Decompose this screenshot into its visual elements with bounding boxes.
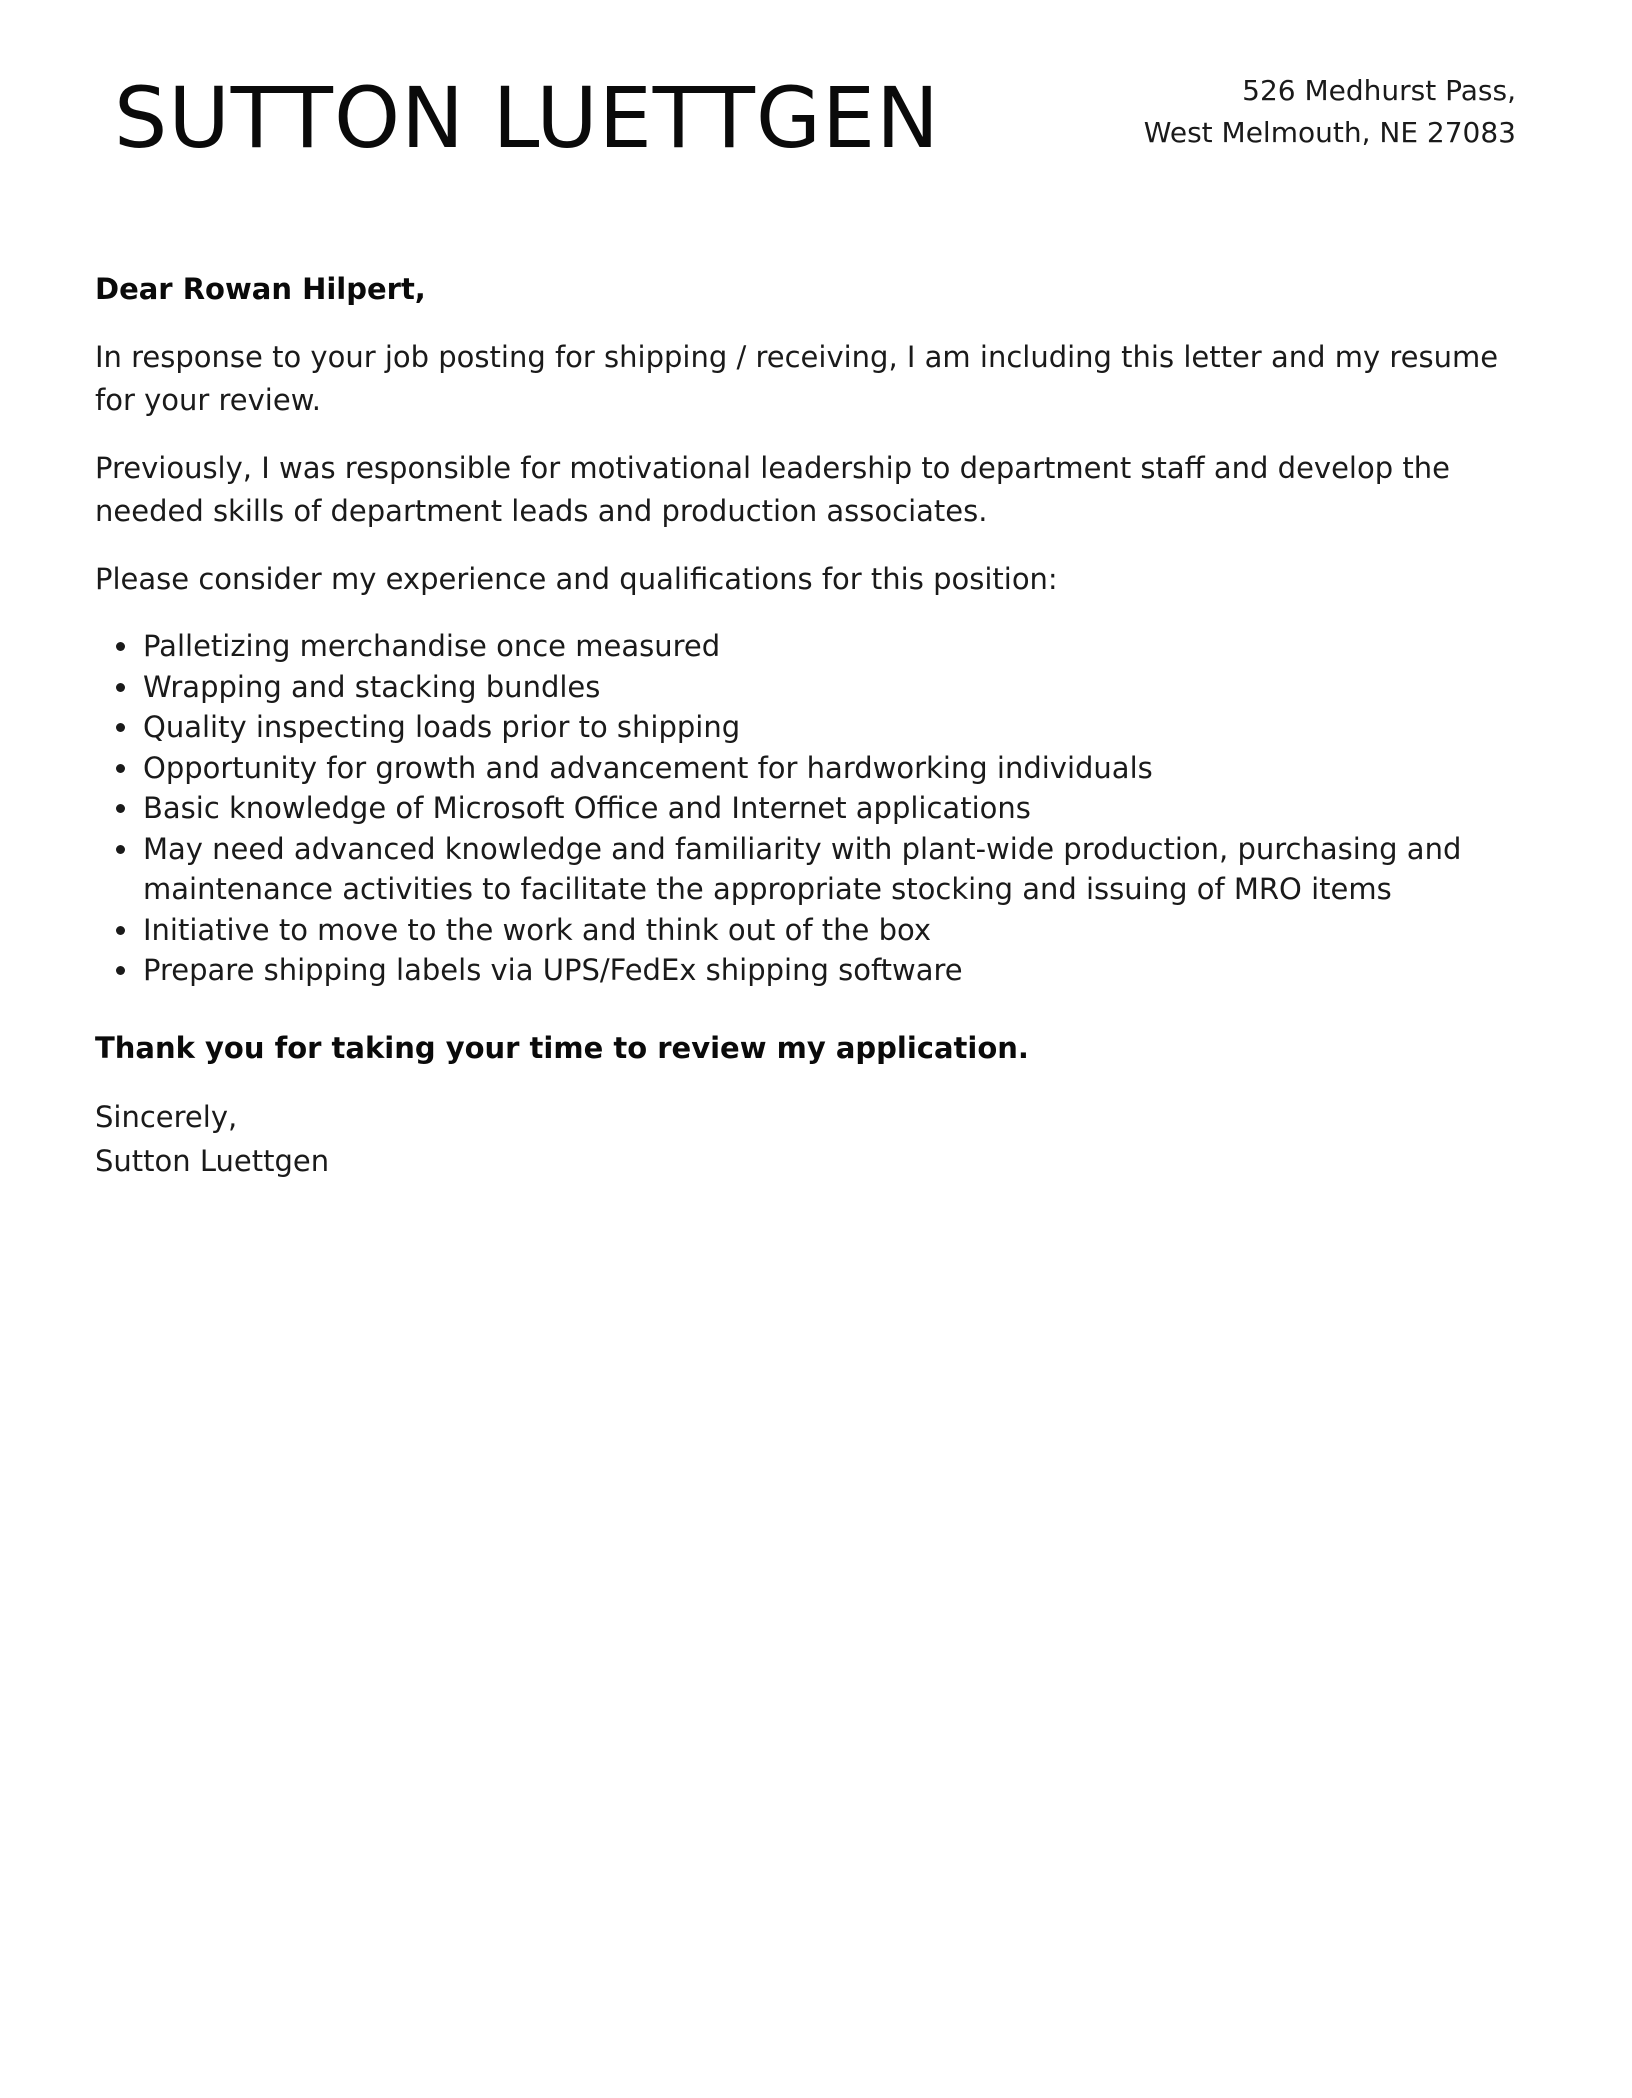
qualifications-intro: Please consider my experience and qualifications for this position: xyxy=(95,562,1058,596)
bullet-icon xyxy=(116,764,125,773)
bullet-icon xyxy=(116,926,125,935)
qualifications-list xyxy=(95,626,1535,991)
bullet-icon xyxy=(116,966,125,975)
address-line-1: 526 Medhurst Pass, xyxy=(1242,74,1516,107)
signoff: Sincerely, xyxy=(95,1099,238,1134)
list-item: Basic knowledge of Microsoft Office and Internet applications xyxy=(143,788,1535,829)
bullet-icon xyxy=(116,723,125,732)
address-line-2: West Melmouth, NE 27083 xyxy=(1143,116,1516,149)
list-item: Palletizing merchandise once measured xyxy=(143,626,1535,667)
applicant-name: SUTTON LUETTGEN xyxy=(114,69,940,167)
list-item: Prepare shipping labels via UPS/FedEx shipping software xyxy=(143,950,1535,991)
bullet-icon xyxy=(116,804,125,813)
signature-name: Sutton Luettgen xyxy=(95,1143,330,1178)
bullet-icon xyxy=(116,683,125,692)
list-item: Quality inspecting loads prior to shipping xyxy=(143,707,1535,748)
salutation: Dear Rowan Hilpert, xyxy=(95,272,426,306)
intro-paragraph: In response to your job posting for shipping / receiving, I am including this letter and my resume for your review. xyxy=(95,340,1499,417)
list-item: Initiative to move to the work and think out of the box xyxy=(143,910,1535,951)
closing-statement: Thank you for taking your time to review my application. xyxy=(95,1030,1029,1065)
list-item: May need advanced knowledge and familiarity with plant-wide production, purchasing and maintenance activities to facilitate the appropriate stocking and issuing of MRO items xyxy=(143,829,1535,910)
experience-paragraph: Previously, I was responsible for motivational leadership to department staff and develop the needed skills of department leads and production associates. xyxy=(95,451,1450,528)
bullet-icon xyxy=(116,845,125,854)
bullet-icon xyxy=(116,642,125,651)
list-item: Wrapping and stacking bundles xyxy=(143,667,1535,708)
signoff-block xyxy=(95,1095,1535,1183)
letter-body xyxy=(95,268,1535,1183)
list-item: Opportunity for growth and advancement for hardworking individuals xyxy=(143,748,1535,789)
applicant-address xyxy=(1144,70,1516,154)
